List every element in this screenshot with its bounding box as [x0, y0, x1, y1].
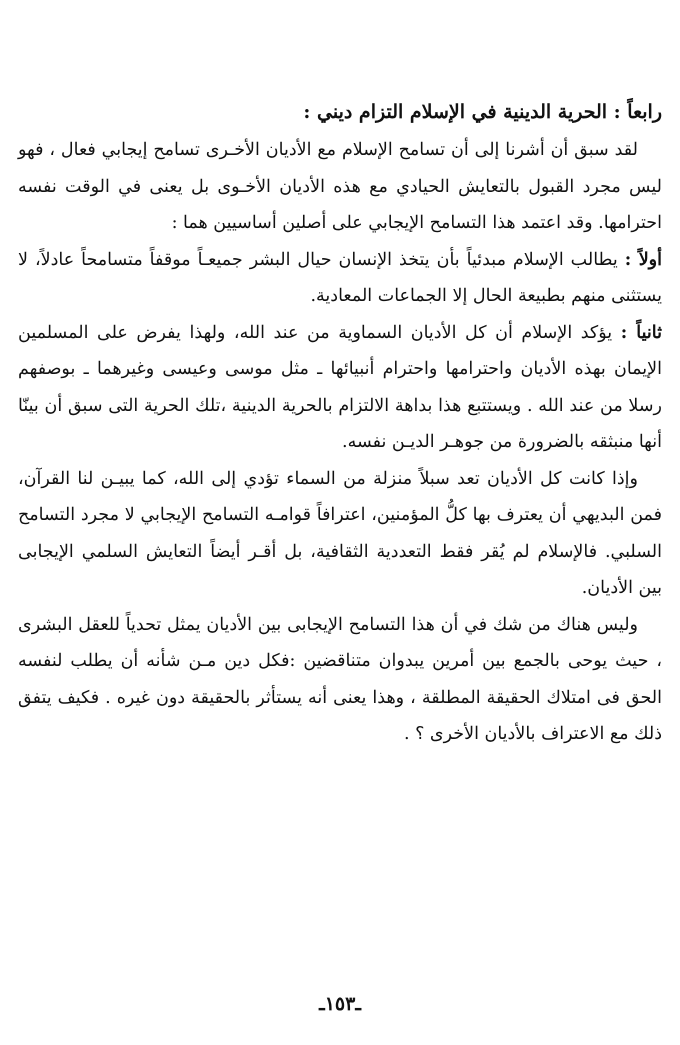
paragraph-recognition: وإذا كانت كل الأديان تعد سبلاً منزلة من السماء تؤدي إلى الله، كما يبيـن لنا القرآن، فمن البديهي أن يعترف بها كلُّ المؤمنين، اعترافاً قوامـه التسامح الإيجابي لا مجرد التسامح السلبي. فالإسلام لم يُقر فقط التعددية الثقافية، بل أقـر أيضاً التعايش السلمي الإيجابى بين الأديان.	[18, 468, 662, 598]
second-principle-label: ثانياً :	[620, 322, 662, 343]
body-text	[18, 92, 662, 753]
page-number: ـ١٥٣ـ	[319, 993, 361, 1015]
paragraph-first-principle	[18, 242, 662, 315]
paragraph-challenge: وليس هناك من شك في أن هذا التسامح الإيجابى بين الأديان يمثل تحدياً للعقل البشرى ، حيث يوحى بالجمع بين أمرين يبدوان متناقضين :فكل دين مـن شأنه أن يطلب لنفسه الحق فى امتلاك الحقيقة المطلقة ، وهذا يعنى أنه يستأثر بالحقيقة دون غيره . فكيف يتفق ذلك مع الاعتراف بالأديان الأخرى ؟ .	[18, 614, 662, 744]
first-principle-label: أولاً :	[624, 249, 662, 270]
second-principle-text: يؤكد الإسلام أن كل الأديان السماوية من عند الله، ولهذا يفرض على المسلمين الإيمان بهذه الأديان واحترامها واحترام أنبيائها ـ مثل موسى وعيسى وغيرهما ـ بوصفهم رسلا من عند الله . ويستتبع هذا بداهة الالتزام بالحرية الدينية ،تلك الحرية التى سبق أن بينّا أنها منبثقه بالضرورة من جوهـر الديـن نفسه.	[18, 322, 662, 452]
paragraph-intro: لقد سبق أن أشرنا إلى أن تسامح الإسلام مع الأديان الأخـرى تسامح إيجابي فعال ، فهو ليس مجرد القبول بالتعايش الحيادي مع هذه الأديان الأخـوى بل يعنى في الوقت نفسه احترامها. وقد اعتمد هذا التسامح الإيجابي على أصلين أساسيين هما :	[18, 140, 662, 233]
paragraph-second-principle	[18, 315, 662, 461]
section-heading: رابعاً : الحرية الدينية في الإسلام التزام ديني :	[303, 101, 662, 123]
first-principle-text: يطالب الإسلام مبدئياً بأن يتخذ الإنسان حيال البشر جميعـاً موقفاً متسامحاً عادلاً، لا يستثنى منهم بطبيعة الحال إلا الجماعات المعادية.	[18, 249, 662, 306]
